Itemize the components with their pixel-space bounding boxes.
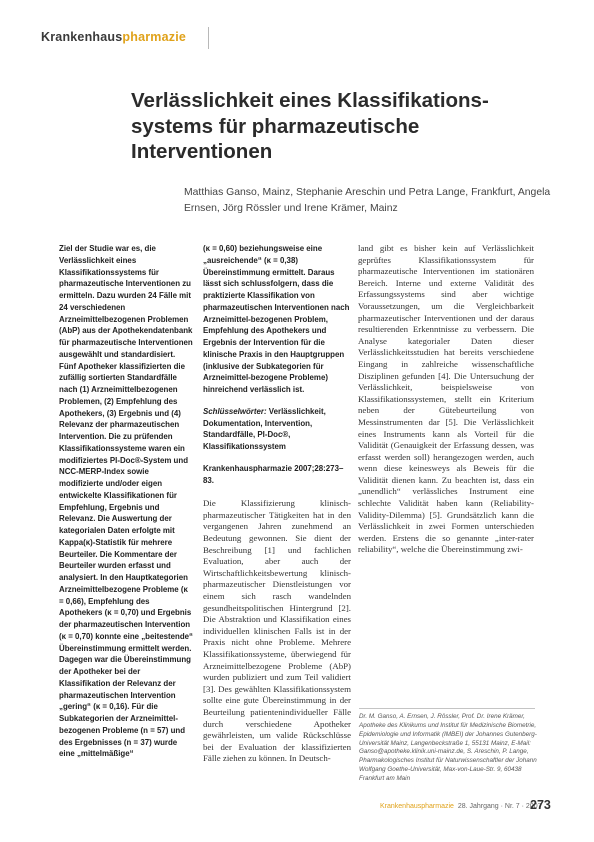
abstract-column-1: Ziel der Studie war es, die Verlässlichkeit eines Klassifikationssystems für pharmazeutische Interventionen zu ermitteln. Dazu wurden 24 Fälle mit 24 verschiedenen Arzneimittelbezogenen Problemen (AbP) aus der Apothekendatenbank für pharmazeutische Interventionen ausgewählt und standardisiert. Fünf Apotheker klassifizierten die zufällig sortierten Standardfälle nach (1) Arzneimittelbezogenen Problemen, (2) Empfehlung des Apothekers, (3) Ergebnis und (4) Relevanz der pharmazeutischen Intervention. Die zu prüfenden Klassifikationssysteme waren ein modifiziertes PI-Doc®-System und NCC-MERP-Index sowie modifizierte und/oder eigen entwickelte Klassifikationen für Empfehlung, Ergebnis und Relevanz. Die Auswertung der kategorialen Daten erfolgte mit Kappa(κ)-Statistik für mehrere Beurteiler. Die Kommentare der Beurteiler wurden erfasst und analysiert. In den Hauptkategorien Arzneimittelbezogene Probleme (κ = 0,66), Empfehlung des Apothekers (κ = 0,70) und Ergebnis der pharmazeutischen Intervention (κ = 0,70) konnte eine „beitestende“ Übereinstimmung ermittelt werden. Dagegen war die Übereinstimmung der Apotheker bei der Klassifikation der Relevanz der pharmazeutischen Intervention „gering“ (κ = 0,16). Für die Subkategorien der Arzneimittel-bezogenen Probleme (n = 57) und des Ergebnisses (n = 37) wurde eine „mittelmäßige“ xyxy=(59,244,193,759)
body-text-column-3: land gibt es bisher kein auf Verlässlichkeit geprüftes Klassifikationssystem für pharmazeutische Interventionen im stationären Bereich. Interne und externe Validität des Erfassungssystems sind aber wichtige Voraussetzungen, um die Vergleichbarkeit pharmazeutischer Interventionen und der daraus resultierenden Erkenntnisse zu verbessern. Die Analyse kategorialer Daten dieser Verlässlichkeitsstudien hat bereits verschiedene Eingang in zahlreiche wissenschaftliche Disziplinen gefunden [4]. Die Untersuchung der Verlässlichkeit, beispielsweise von Klassifikationssystemen, stellt ein Kriterium neben der Gütebeurteilung von Messinstrumenten dar [5]. Die Verlässlichkeit eines Instruments kann als Vorteil für die Validität (Genauigkeit der Erfassung dessen, was erfasst werden soll) herangezogen werden, auch wenn diese keinesweys als Beweis für die Validität dienen kann. Zu beachten ist, dass ein „unendlich“ verlässliches Instrument eine schlechte Validität haben kann (Reliability-Validity-Dilemma) [5]. Grundsätzlich kann die Verlässlichkeit in zwei Formen unterschieden werden. Erstens die so genannte „inter-rater reliability“, welche die Übereinstimmung zwi- xyxy=(358,243,534,555)
footer-issue: 28. Jahrgang · Nr. 7 · 2007 xyxy=(457,803,542,810)
header-divider xyxy=(208,27,209,49)
author-affiliations: Dr. M. Ganso, A. Ernsen, J. Rössler, Prof. Dr. Irene Krämer, Apotheke des Klinikums und Institut für Medizinische Biometrie, Epidemiologie und Informatik (IMBEI) der Johannes Gutenberg-Universität Mainz, Langenbeckstraße 1, 55131 Mainz, E-Mail: Ganso@apotheke.klinik.uni-mainz.de, S. Areschin, P. Lange, Pharmakologisches Institut für Naturwissenschaftler der Johann Wolfgang Goethe-Universität, Max-von-Laue-Str. 9, 60438 Frankfurt am Main xyxy=(359,713,537,782)
keywords xyxy=(203,406,351,453)
citation: Krankenhauspharmazie 2007;28:273–83. xyxy=(203,463,344,485)
abstract-column-2: (κ = 0,60) beziehungsweise eine „ausreichende“ (κ = 0,38) Übereinstimmung ermittelt. Daraus lässt sich schlussfolgern, dass die praktizierte Klassifikation von pharmazeutischen Interventionen nach Arzneimittel-bezogenen Problem, Empfehlung des Apothekers und Ergebnis der Intervention für die klinische Praxis in den Hauptgruppen (inklusive der Subkategorien für Arzneimittel-bezogene Probleme) hinreichend verlässlich ist. xyxy=(203,244,350,394)
keywords-label: Schlüsselwörter: xyxy=(203,406,267,416)
affiliation-divider xyxy=(359,708,535,709)
column-2 xyxy=(203,243,351,765)
journal-name-accent: pharmazie xyxy=(122,30,187,44)
author-list: Matthias Ganso, Mainz, Stephanie Areschin und Petra Lange, Frankfurt, Angela Ernsen, Jörg Rössler und Irene Krämer, Mainz xyxy=(184,187,551,214)
article-title: Verlässlichkeit eines Klassifikations-systems für pharmazeutische Interventionen xyxy=(131,89,489,163)
footer-journal: Krankenhauspharmazie xyxy=(380,803,454,810)
body-text-column-2: Die Klassifizierung klinisch-pharmazeutischer Tätigkeiten hat in den vergangenen Jahren zunehmend an Bedeutung gewonnen. Sie dient der Beschreibung [1] und fachlichen Evaluation, aber auch der Wirtschaftlichkeitsbewertung klinisch-pharmazeutischer Dienstleistungen vor einem sich rasch wandelnden gesundheitspolitischen Hintergrund [2]. Die Abstraktion und Klassifikation eines individuellen klinischen Falls ist in der Praxis nicht ohne Probleme. Mehrere Klassifikationssysteme, überwiegend für Arzneimittelbezogene Probleme (AbP) wurden publiziert und zum Teil validiert [3]. Des gewählten Klassifikationssystem sollte eine gute Übereinstimmung in der Beurteilung patientenindividueller Fälle durch verschiedene Apotheker gewährleisten, um valide Rückschlüsse bei der Evaluation der klassifizierten Fälle ziehen zu können. In Deutsch- xyxy=(203,498,351,764)
running-head xyxy=(41,30,186,44)
page-number: 273 xyxy=(530,798,551,812)
page-footer xyxy=(380,803,542,810)
journal-name-bold: Krankenhaus xyxy=(41,30,123,44)
keywords-text: Verlässlichkeit, Dokumentation, Intervention, Standardfälle, PI-Doc®, Klassifikationssystem xyxy=(203,406,326,451)
